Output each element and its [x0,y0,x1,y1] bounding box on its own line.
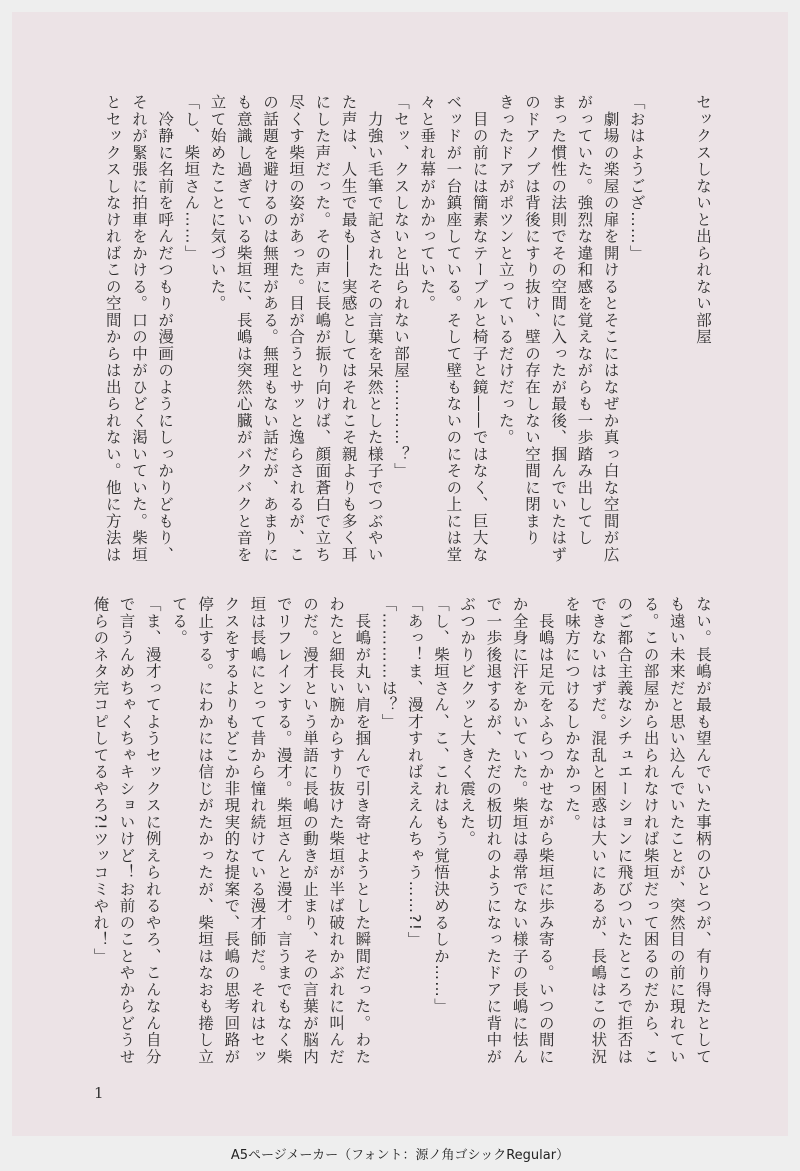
text-line: にした声だった。その声に長嶋が振り向けば、顔面蒼白で立ち [313,94,332,563]
text-line: 長嶋は足元をふらつかせながら柴垣に歩み寄る。いつの間に [536,596,555,1065]
text-line: のだ。漫才という単語に長嶋の動きが止まり、その言葉が脳内 [300,596,319,1065]
text-line: 俺らのネタ完コピしてるやろ?!ツッコミやれ！」 [91,596,110,965]
story-title: セックスしないと出られない部屋 [694,94,712,346]
text-line: 立て始めたことに気づいた。 [208,94,227,312]
text-line: も遠い未来だと思い込んでいたことが、突然目の前に現れてい [667,596,686,1065]
text-line: でリフレインする。漫才。柴垣さんと漫才。言うまでもなく柴 [274,596,293,1065]
text-line: 停止する。にわかには信じがたかったが、柴垣はなおも捲し立 [196,596,215,1065]
text-line: を味方につけるしかなかった。 [562,596,581,831]
text-line: わたと細長い腕からすり抜けた柴垣が半ば破れかぶれに叫んだ [327,596,346,1065]
text-line: た声は、人生で最も――実感としてはそれこそ親よりも多く耳 [339,94,358,563]
text-line: とセックスしなければこの空間からは出られない。他に方法は [103,94,122,563]
text-line: も意識し過ぎている柴垣に、長嶋は突然心臓がバクバクと音を [234,94,253,563]
text-line: 「セッ、クスしないと出られない部屋…………？」 [391,94,410,480]
text-line: 劇場の楽屋の扉を開けるとそこにはなぜか真っ白な空間が広 [601,94,620,563]
text-line: まった慣性の法則でその空間に入ったが最後、掴んでいたはず [549,94,568,563]
text-line: 「おはようござ……」 [627,94,646,262]
text-line: 目の前には簡素なテーブルと椅子と鏡――ではなく、巨大な [470,94,489,563]
text-line: 垣は長嶋にとって昔から憧れ続けている漫才師だ。それはセッ [248,596,267,1065]
text-line: のドアノブは背後にすり抜け、壁の存在しない空間に閉まり [522,94,541,547]
text-line: 長嶋が丸い肩を掴んで引き寄せようとした瞬間だった。わた [353,596,372,1065]
text-line: できないはずだ。混乱と困惑は大いにあるが、長嶋はこの状況 [589,596,608,1065]
text-line: 「あっ！ま、漫才すればええんちゃう……?!」 [405,596,424,948]
text-line: で一歩後退するが、ただの板切れのようになったドアに背中が [484,596,503,1065]
text-line: てる。 [169,596,188,647]
text-line: 力強い毛筆で記されたその言葉を呆然とした様子でつぶやい [365,94,384,563]
text-line: 冷静に名前を呼んだつもりが漫画のようにしっかりどもり、 [156,94,175,563]
text-line: きったドアがポツンと立っているだけだった。 [496,94,515,446]
text-line: 「し、柴垣さん……」 [182,94,201,262]
text-line: る。この部屋から出られなければ柴垣だって困るのだから、こ [641,596,660,1065]
text-line: 尽くす柴垣の姿があった。目が合うとサッと逸らされるが、こ [287,94,306,563]
footer-caption: A5ページメーカー（フォント：源ノ角ゴシックRegular） [230,1148,570,1163]
text-line: 々と垂れ幕がかかっていた。 [418,94,437,312]
text-line: ベッドが一台鎮座している。そして壁もないのにその上には堂 [444,94,463,563]
text-line: のご都合主義なシチュエーションに飛びついたところで拒否は [615,596,634,1065]
text-line: 「し、柴垣さん、こ、これはもう覚悟決めるしか……」 [431,596,450,1015]
text-line: ぶつかりビクッと大きく震えた。 [458,596,477,848]
text-line: で言うんめちゃくちゃキショいけど！お前のことやからどうせ [117,596,136,1065]
text-line: 「ま、漫才ってようセックスに例えられるやろ、こんなん自分 [143,596,162,1065]
text-line: それが緊張に拍車をかける。口の中がひどく渇いていた。柴垣 [129,94,148,563]
lower-text-column [87,596,716,1066]
page-number: 1 [94,1084,104,1102]
text-line: 「…………は？」 [379,596,398,730]
text-line: ない。長嶋が最も望んでいた事柄のひとつが、有り得たとして [694,596,712,1065]
manuscript-page [12,12,788,1136]
text-line: クスをするよりもどこか非現実的な提案で、長嶋の思考回路が [222,596,241,1065]
text-line: か全身に汗をかいていた。柴垣は尋常でない様子の長嶋に怯ん [510,596,529,1065]
upper-text-column [100,94,716,564]
text-line: がっていた。強烈な違和感を覚えながらも一歩踏み出してし [575,94,594,547]
text-line: の話題を避けるのは無理がある。無理もない話だが、あまりに [260,94,279,563]
